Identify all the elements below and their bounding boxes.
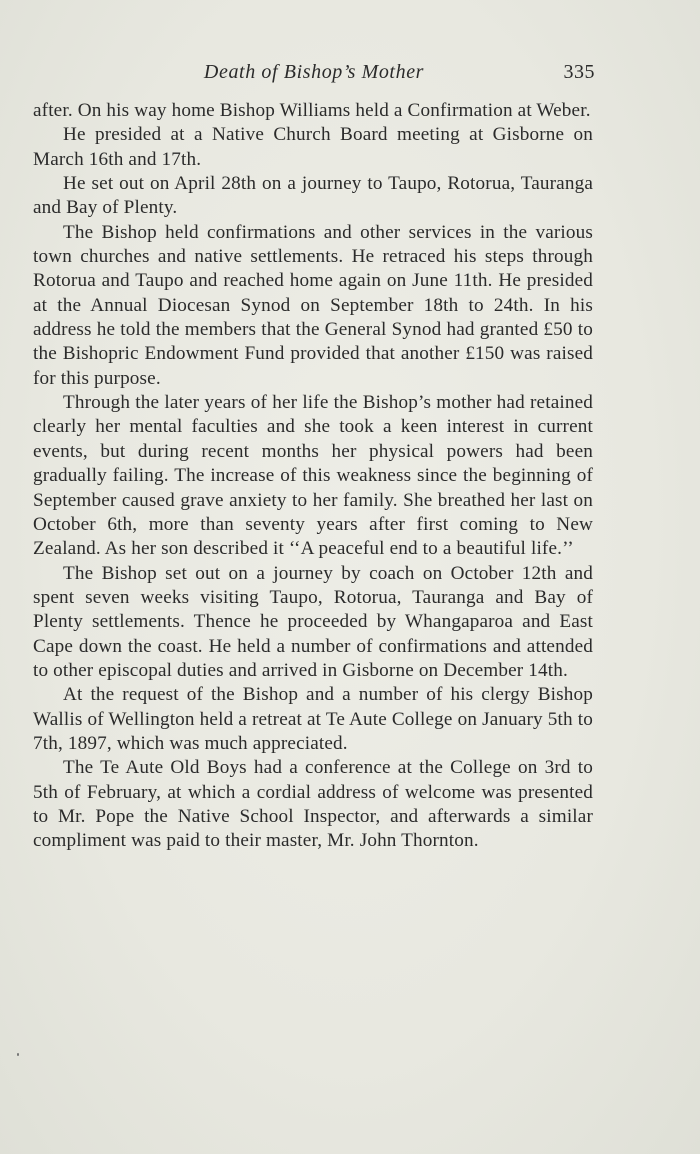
paragraph-church-board: He presided at a Native Church Board meeting at Gisborne on March 16th and 17th.: [33, 124, 593, 170]
paragraph-synod: The Bishop held confirmations and other services in the various town churches and native settlements. He retraced his steps through Rotorua and Taupo and reached home again on June 11th. He presided at the Annual Diocesan Synod on September 18th to 24th. In his address he told the members that the General Synod had granted £50 to the Bishopric Endowment Fund provided that another £150 was raised for this purpose.: [33, 221, 593, 389]
paragraph-continued: after. On his way home Bishop Williams held a Confirmation at Weber.: [33, 100, 591, 121]
paragraph-old-boys: The Te Aute Old Boys had a conference at the College on 3rd to 5th of February, at which a cordial address of welcome was presented to Mr. Pope the Native School Inspector, and afterwards a similar compliment was paid to their master, Mr. John Thornton.: [33, 757, 593, 852]
body-text: [33, 99, 593, 854]
paragraph-october-journey: The Bishop set out on a journey by coach on October 12th and spent seven weeks visiting Taupo, Rotorua, Tauranga and Bay of Plenty settlements. Thence he proceeded by Whangaparoa and East Cape down the coast. He held a number of confirmations and attended to other episcopal duties and arrived in Gisborne on December 14th.: [33, 562, 593, 681]
running-head: [33, 58, 595, 88]
paragraph-mother-death: Through the later years of her life the Bishop’s mother had retained clearly her mental faculties and she took a keen interest in current events, but during recent months her physical powers had been gradually failing. The increase of this weakness since the beginning of September caused grave anxiety to her family. She breathed her last on October 6th, more than seventy years after first coming to New Zealand. As her son described it ‘‘A peaceful end to a beautiful life.’’: [33, 392, 593, 560]
paragraph-retreat: At the request of the Bishop and a number of his clergy Bishop Wallis of Wellington held a retreat at Te Aute College on January 5th to 7th, 1897, which was much appreciated.: [33, 684, 593, 754]
page-number: 335: [563, 61, 595, 83]
stray-ink-mark: [17, 1053, 19, 1056]
running-title: Death of Bishop’s Mother: [203, 61, 425, 83]
paragraph-april-journey: He set out on April 28th on a journey to Taupo, Rotorua, Tauranga and Bay of Plenty.: [33, 173, 593, 219]
